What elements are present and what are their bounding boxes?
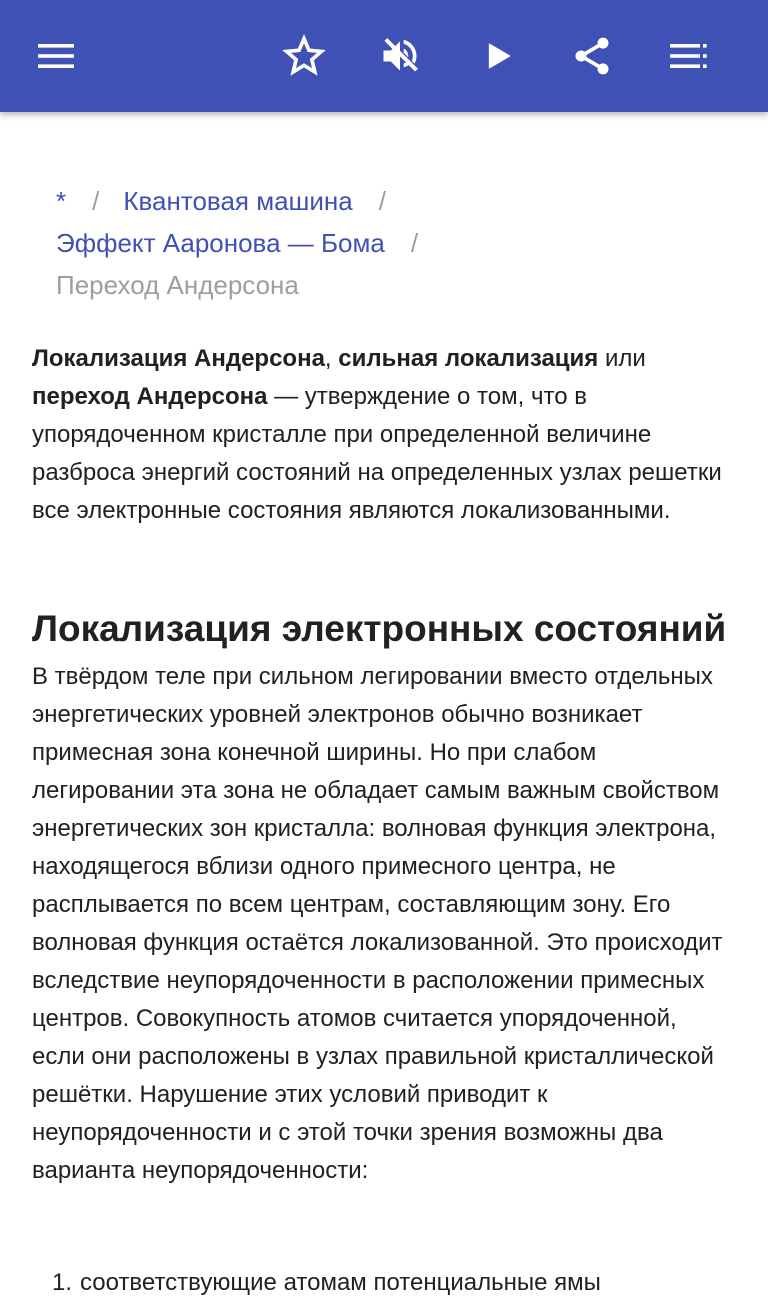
star-outline-icon[interactable] [276,28,332,84]
app-toolbar [0,0,768,112]
section-heading: Локализация электронных состояний [32,608,727,649]
list-item-number: 1. [52,1269,73,1296]
term-anderson-localization: Локализация Андерсона [32,345,325,372]
intro-separator: , [324,345,339,372]
term-anderson-transition: переход Андерсона [32,383,268,410]
disorder-types-list [32,1264,736,1302]
table-of-contents-icon[interactable] [660,28,716,84]
breadcrumb-separator: / [378,186,386,216]
section-paragraph: В твёрдом теле при сильном легировании вместо отдельных энергетических уровней электронов обычно возникает примесная зона конечной ширины. Но при слабом легировании эта зона не обладает самым важным свойством энергетических зон кристалла: волновая функция электрона, находящегося вблизи одного примесного центра, не расплывается по всем центрам, составляющим зону. Его волновая функция остаётся локализованной. Это происходит вследствие неупорядоченности в расположении примесных центров. Совокупность атомов считается упорядоченной, если они расположены в узлах правильной кристаллической решётки. Нарушение этих условий приводит к неупорядоченности и с этой точки зрения возможны два варианта неупорядоченности: [32,663,723,1184]
breadcrumb-link-quantum-machine[interactable]: Квантовая машина [123,186,353,216]
share-icon[interactable] [564,28,620,84]
breadcrumb-link-root[interactable]: * [56,186,67,216]
hamburger-menu-icon[interactable] [28,28,84,84]
breadcrumb-separator: / [410,228,419,258]
breadcrumb [56,180,736,306]
term-strong-localization: сильная локализация [338,345,599,372]
volume-off-icon[interactable] [372,28,428,84]
intro-separator: или [598,345,646,372]
breadcrumb-current: Переход Андерсона [56,270,299,300]
intro-definition: — утверждение о том, что в упорядоченном кристалле при определенной величине разброса энергий состояний на определенных узлах решетки все электронные состояния являются локализованными. [32,383,722,524]
play-icon[interactable] [470,28,526,84]
article-content[interactable] [0,112,768,1296]
breadcrumb-link-aharonov-bohm[interactable]: Эффект Ааронова — Бома [56,228,385,258]
breadcrumb-separator: / [92,186,100,216]
list-item [32,1264,736,1302]
intro-paragraph [32,340,736,530]
list-item-text: соответствующие атомам потенциальные ямы [80,1269,601,1296]
